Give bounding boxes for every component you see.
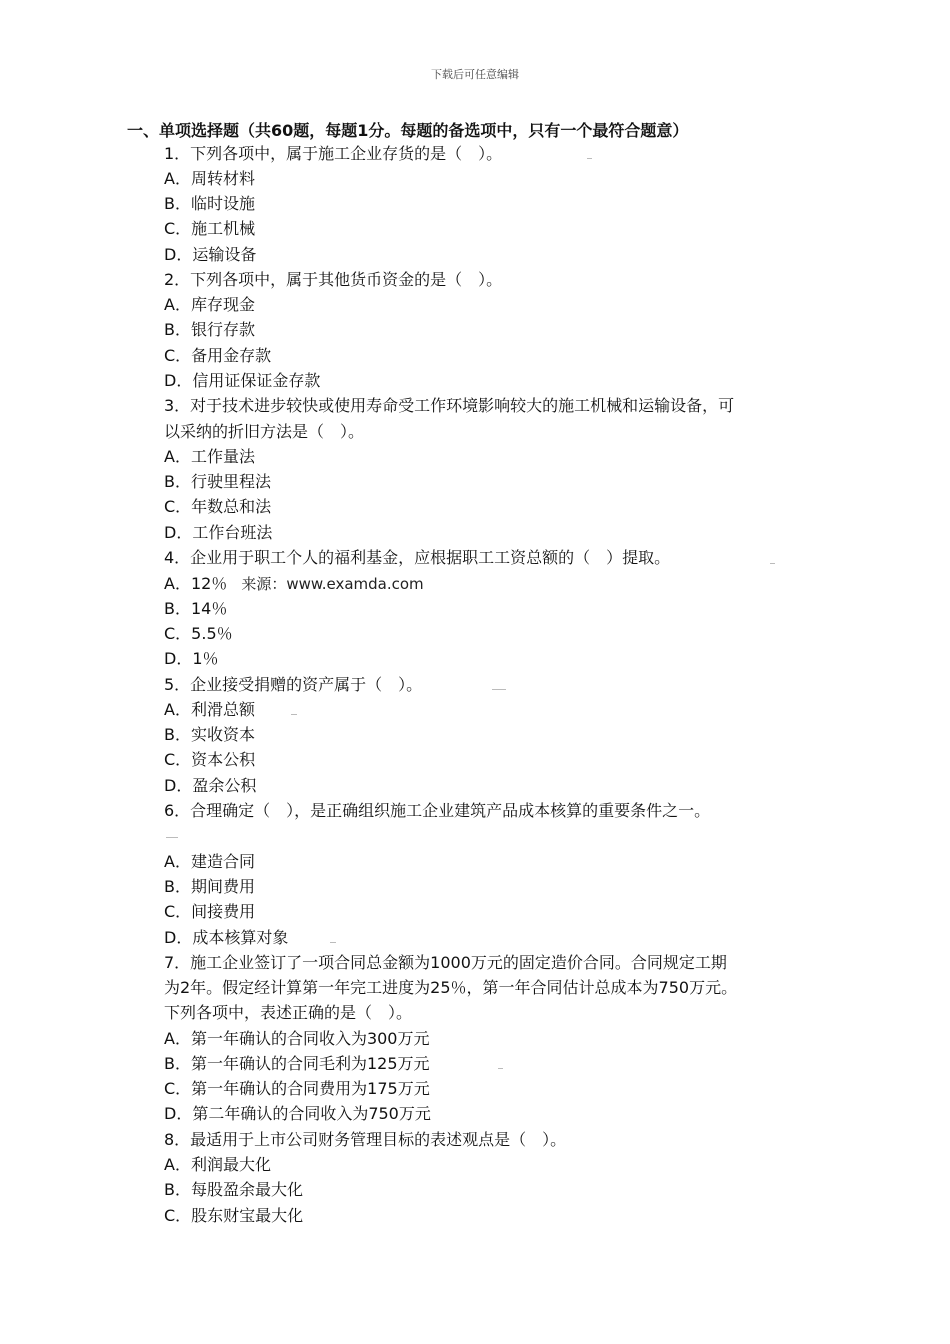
option-6c: C．间接费用	[164, 902, 256, 921]
option-3b: B．行驶里程法	[164, 472, 271, 491]
option-5d: D．盈余公积	[164, 776, 257, 795]
question-4: 4．企业用于职工个人的福利基金，应根据职工工资总额的（ ）提取。	[164, 548, 671, 567]
option-1d: D．运输设备	[164, 245, 257, 264]
question-2: 2．下列各项中，属于其他货币资金的是（ ）。	[164, 270, 503, 289]
option-2c: C．备用金存款	[164, 346, 272, 365]
question-7-line-1: 7．施工企业签订了一项合同总金额为1000万元的固定造价合同。合同规定工期	[164, 953, 727, 972]
option-5b: B．实收资本	[164, 725, 255, 744]
option-4d: D．1％	[164, 649, 219, 668]
option-2a: A．库存现金	[164, 295, 255, 314]
scan-mark	[498, 1068, 503, 1069]
scan-mark	[291, 714, 297, 715]
question-7-line-2: 为2年。假定经计算第一年完工进度为25％，第一年合同估计总成本为750万元。	[164, 978, 738, 997]
scan-mark	[587, 158, 592, 159]
option-3c: C．年数总和法	[164, 497, 272, 516]
scan-mark	[492, 689, 506, 690]
option-8a: A．利润最大化	[164, 1155, 271, 1174]
option-4a-label: A．12％	[164, 574, 228, 593]
scan-mark	[166, 837, 178, 838]
option-6a: A．建造合同	[164, 852, 255, 871]
page-header: 下载后可任意编辑	[431, 68, 519, 81]
question-5: 5．企业接受捐赠的资产属于（ ）。	[164, 675, 423, 694]
question-8: 8．最适用于上市公司财务管理目标的表述观点是（ ）。	[164, 1130, 567, 1149]
option-4a	[164, 573, 424, 595]
option-3a: A．工作量法	[164, 447, 255, 466]
option-7d: D．第二年确认的合同收入为750万元	[164, 1104, 431, 1123]
section-title: 一、单项选择题（共60题，每题1分。每题的备选项中，只有一个最符合题意）	[127, 121, 689, 140]
question-3-line-2: 以采纳的折旧方法是（ ）。	[164, 422, 365, 441]
question-1: 1．下列各项中，属于施工企业存货的是（ ）。	[164, 144, 503, 163]
option-6b: B．期间费用	[164, 877, 255, 896]
option-7b: B．第一年确认的合同毛利为125万元	[164, 1054, 430, 1073]
question-3-line-1: 3．对于技术进步较快或使用寿命受工作环境影响较大的施工机械和运输设备，可	[164, 396, 735, 415]
question-7-line-3: 下列各项中，表述正确的是（ ）。	[164, 1003, 413, 1022]
option-4b: B．14％	[164, 599, 228, 618]
option-8c: C．股东财宝最大化	[164, 1206, 304, 1225]
option-5a: A．利滑总额	[164, 700, 255, 719]
source-note: 来源：www.examda.com	[241, 575, 424, 593]
scan-mark	[770, 563, 775, 564]
option-1a: A．周转材料	[164, 169, 255, 188]
option-1c: C．施工机械	[164, 219, 256, 238]
option-7c: C．第一年确认的合同费用为175万元	[164, 1079, 430, 1098]
option-7a: A．第一年确认的合同收入为300万元	[164, 1029, 430, 1048]
option-3d: D．工作台班法	[164, 523, 273, 542]
option-2b: B．银行存款	[164, 320, 255, 339]
question-6: 6．合理确定（ ），是正确组织施工企业建筑产品成本核算的重要条件之一。	[164, 801, 711, 820]
option-8b: B．每股盈余最大化	[164, 1180, 303, 1199]
option-5c: C．资本公积	[164, 750, 256, 769]
option-1b: B．临时设施	[164, 194, 255, 213]
option-4c: C．5.5％	[164, 624, 233, 643]
option-6d: D．成本核算对象	[164, 928, 289, 947]
option-2d: D．信用证保证金存款	[164, 371, 321, 390]
scan-mark	[330, 942, 336, 943]
